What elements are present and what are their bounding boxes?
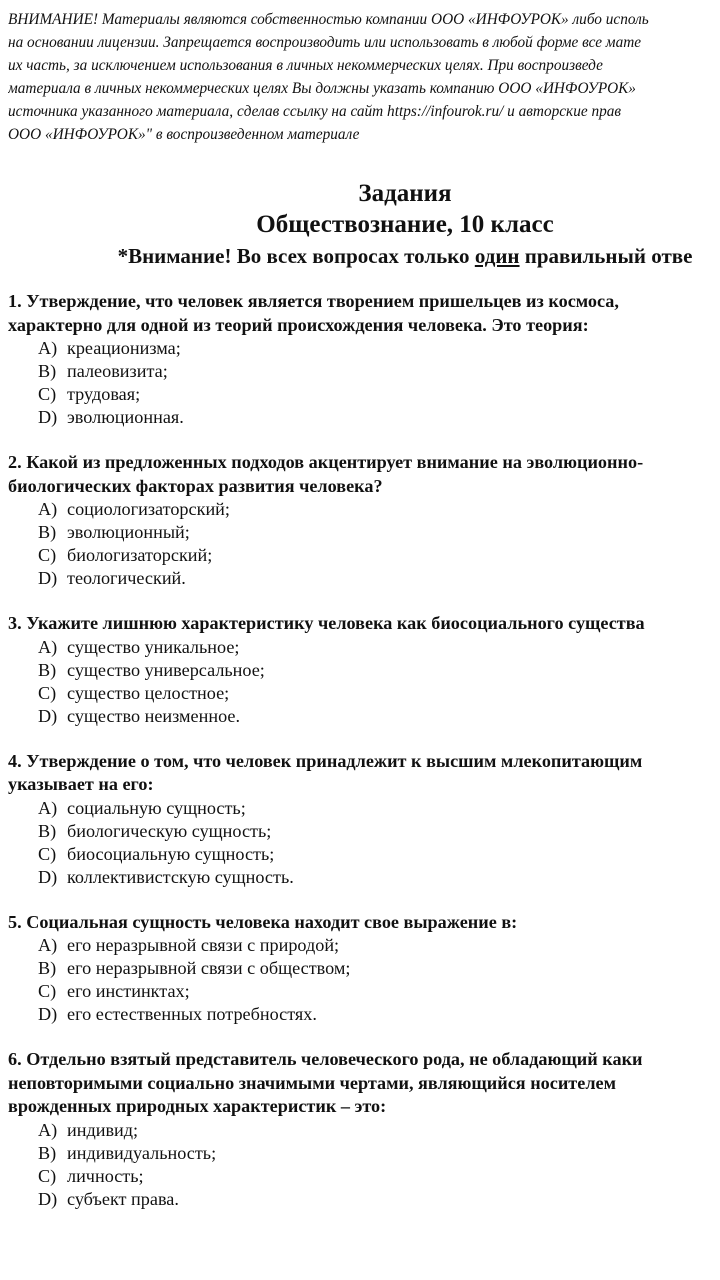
option-letter: A) [38,797,58,818]
question-line: характерно для одной из теорий происхождения человека. Это теория: [8,314,589,335]
option-letter: A) [38,1119,58,1140]
option-text: его естественных потребностях. [67,1004,317,1024]
option-text: эволюционная. [67,407,184,427]
option-text: личность; [67,1165,144,1186]
answer-option [38,820,720,843]
document-header [0,178,720,272]
answer-option [38,934,720,957]
warning-underlined-word: один [474,244,520,268]
instructions-warning [0,240,720,272]
option-letter: C) [38,682,57,703]
answer-option [38,1003,720,1026]
question-line: биологических факторах развития человека? [8,475,383,496]
answer-options [8,498,720,590]
answer-options [8,337,720,429]
option-letter: D) [38,1188,58,1209]
question-text [8,750,720,797]
option-letter: B) [38,958,57,978]
answer-option [38,682,720,705]
option-letter: A) [38,338,58,358]
question-1 [8,290,720,429]
page-title: Задания [358,180,452,207]
option-text: его неразрывной связи с обществом; [67,958,351,978]
option-letter: A) [38,499,58,519]
answer-option [38,1188,720,1211]
option-letter: D) [38,1004,58,1024]
question-text [8,1048,720,1119]
answer-option [38,383,720,406]
copyright-notice [8,8,720,146]
option-text: индивид; [67,1119,139,1140]
option-letter: C) [38,384,57,404]
notice-line: ООО «ИНФОУРОК»" в воспроизведенном материале [8,126,360,143]
answer-options [8,934,720,1026]
answer-option [38,521,720,544]
warning-text-end: правильный отве [519,244,693,268]
option-text: существо неизменное. [67,705,241,726]
question-line: неповторимыми социально значимыми чертами, являющийся носителем [8,1072,616,1093]
question-line: указывает на его: [8,774,154,794]
question-text [8,911,720,935]
question-text [8,451,720,498]
option-letter: A) [38,935,58,955]
question-line: 1. Утверждение, что человек является творением пришельцев из космоса, [8,291,619,311]
answer-option [38,957,720,980]
question-text [8,290,720,337]
answer-option [38,360,720,383]
option-text: существо универсальное; [67,659,265,680]
question-2 [8,451,720,590]
option-letter: D) [38,407,58,427]
notice-line: источника указанного материала, сделав ссылку на сайт https://infourok.ru/ и авторские прав [8,103,622,120]
question-line: 3. Укажите лишнюю характеристику человека как биосоциального существа [8,613,645,633]
option-letter: C) [38,981,57,1001]
question-line: 5. Социальная сущность человека находит свое выражение в: [8,911,518,932]
option-letter: B) [38,1142,57,1163]
option-letter: B) [38,522,57,542]
notice-line: на основании лицензии. Запрещается воспроизводить или использовать в любой форме все мате [8,34,642,51]
option-text: биологическую сущность; [67,820,272,841]
answer-option [38,636,720,659]
option-letter: C) [38,545,57,565]
option-letter: D) [38,568,58,588]
option-letter: B) [38,361,57,381]
option-text: биосоциальную сущность; [67,843,275,864]
option-text: его неразрывной связи с природой; [67,935,340,955]
option-text: существо уникальное; [67,636,240,657]
answer-options [8,636,720,728]
option-text: индивидуальность; [67,1142,217,1163]
option-text: палеовизита; [67,361,168,381]
option-letter: D) [38,705,58,726]
option-text: биологизаторский; [67,545,213,565]
page-subtitle: Обществознание, 10 класс [256,211,554,238]
option-letter: D) [38,866,58,887]
answer-option [38,797,720,820]
answer-option [38,337,720,360]
option-text: трудовая; [67,384,141,404]
question-3 [8,612,720,728]
answer-option [38,843,720,866]
answer-option [38,544,720,567]
answer-option [38,1119,720,1142]
answer-option [38,1142,720,1165]
question-6 [8,1048,720,1211]
answer-option [38,659,720,682]
option-letter: B) [38,659,57,680]
question-text [8,612,720,636]
notice-line: их часть, за исключением использования в личных некоммерческих целях. При воспроизведе [8,57,603,74]
option-text: теологический. [67,568,186,588]
option-text: субъект права. [67,1188,179,1209]
option-letter: B) [38,820,57,841]
question-4 [8,750,720,889]
answer-option [38,498,720,521]
answer-option [38,1165,720,1188]
option-text: коллективистскую сущность. [67,866,294,887]
notice-line: ВНИМАНИЕ! Материалы являются собственностью компании ООО «ИНФОУРОК» либо исполь [8,11,649,28]
question-5 [8,911,720,1027]
warning-text-start: *Внимание! Во всех вопросах только [117,244,475,268]
questions-list [8,290,720,1233]
answer-options [8,797,720,889]
answer-option [38,980,720,1003]
option-text: креационизма; [67,338,181,358]
option-text: существо целостное; [67,682,230,703]
option-letter: C) [38,1165,57,1186]
question-line: 2. Какой из предложенных подходов акцентирует внимание на эволюционно- [8,452,644,472]
option-letter: A) [38,636,58,657]
question-line: 4. Утверждение о том, что человек принадлежит к высшим млекопитающим [8,750,643,771]
answer-option [38,866,720,889]
answer-option [38,705,720,728]
answer-option [38,567,720,590]
option-text: эволюционный; [67,522,190,542]
option-letter: C) [38,843,57,864]
answer-options [8,1119,720,1211]
option-text: социальную сущность; [67,797,246,818]
answer-option [38,406,720,429]
notice-line: материала в личных некоммерческих целях Вы должны указать компанию ООО «ИНФОУРОК» [8,80,636,97]
question-line: врожденных природных характеристик – это: [8,1096,387,1116]
option-text: социологизаторский; [67,499,230,519]
question-line: 6. Отдельно взятый представитель человеческого рода, не обладающий каки [8,1049,643,1069]
option-text: его инстинктах; [67,981,190,1001]
